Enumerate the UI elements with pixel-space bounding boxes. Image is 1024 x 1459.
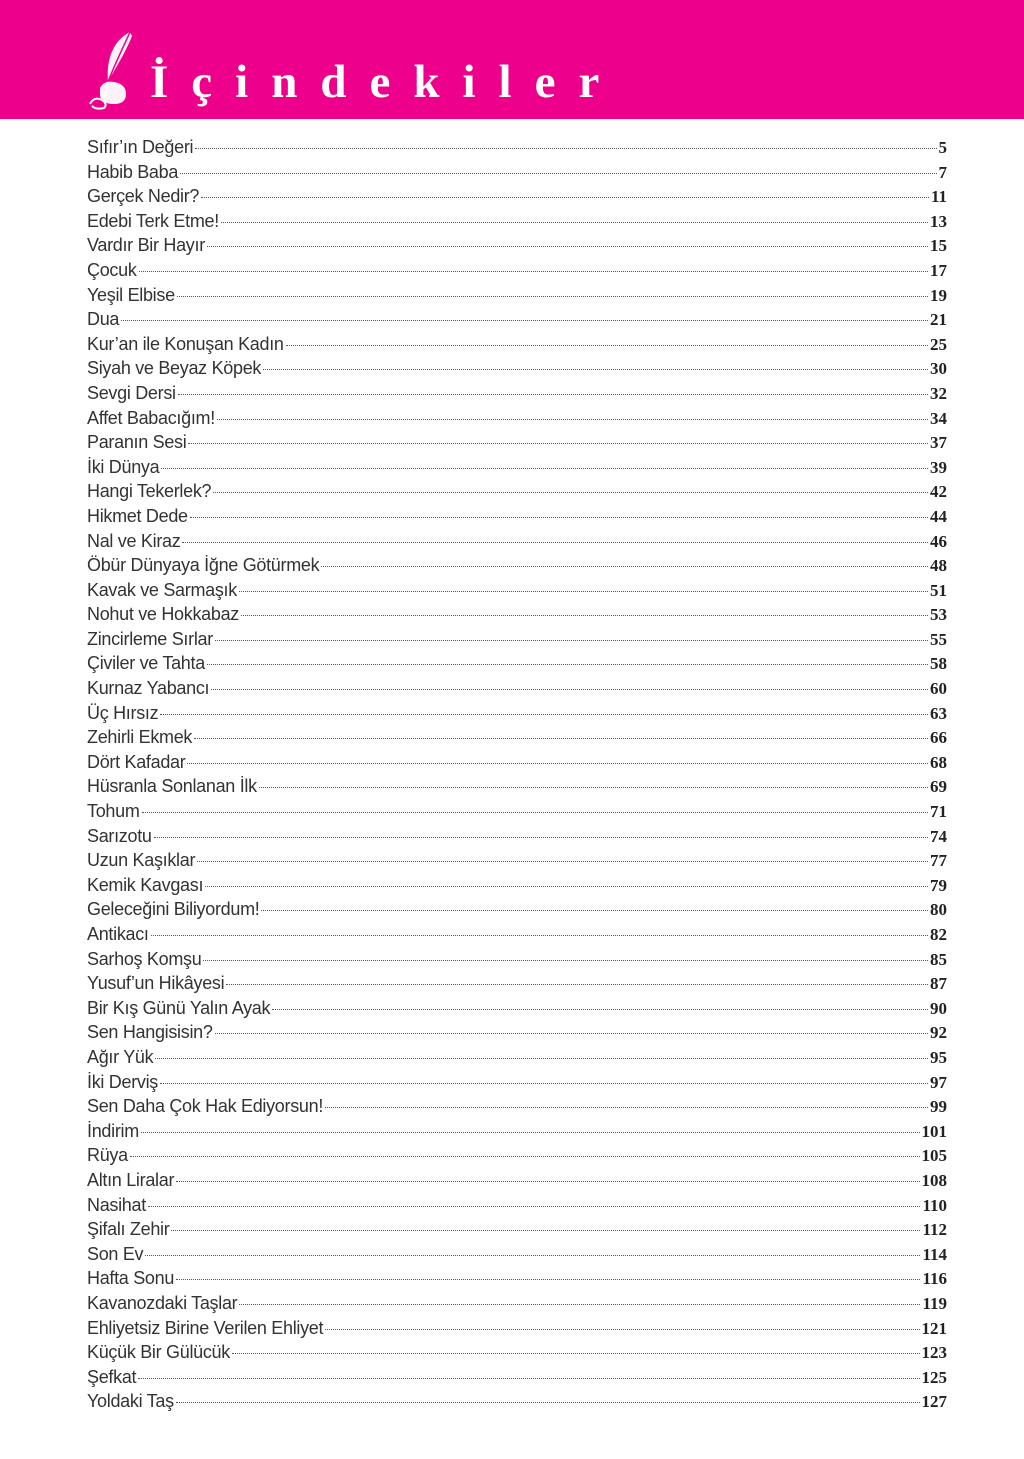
toc-entry-title: Sevgi Dersi [87, 382, 176, 403]
toc-entry-title: Kavak ve Sarmaşık [87, 579, 237, 600]
toc-entry-page-number: 97 [930, 1072, 947, 1092]
page-title: İçindekiler [150, 56, 623, 108]
toc-entry [87, 1244, 947, 1269]
toc-dot-leader [188, 443, 928, 444]
toc-entry-title: Kurnaz Yabancı [87, 678, 210, 699]
toc-dot-leader [207, 664, 928, 665]
toc-entry-title: Sarhoş Komşu [87, 948, 202, 969]
toc-dot-leader [141, 1132, 920, 1133]
toc-entry-page-number: 108 [921, 1170, 947, 1190]
toc-dot-leader [221, 222, 928, 223]
toc-entry-page-number: 53 [930, 605, 947, 625]
toc-entry-title: Sen Hangisisin? [87, 1022, 213, 1043]
toc-entry-title: Kavanozdaki Taşlar [87, 1292, 238, 1313]
toc-entry-page-number: 105 [921, 1146, 947, 1166]
toc-entry [87, 703, 947, 728]
toc-entry-title: Sıfır’ın Değeri [87, 137, 194, 157]
toc-entry-title: Zincirleme Sırlar [87, 628, 213, 649]
toc-dot-leader [239, 591, 928, 592]
toc-entry-title: Affet Babacığım! [87, 407, 215, 428]
toc-entry [87, 383, 947, 408]
toc-entry [87, 555, 947, 580]
toc-entry-title: İndirim [87, 1120, 139, 1141]
toc-dot-leader [161, 468, 928, 469]
toc-entry-title: Öbür Dünyaya İğne Götürmek [87, 555, 320, 576]
toc-entry-page-number: 112 [922, 1220, 947, 1240]
toc-entry-title: Tohum [87, 801, 140, 822]
toc-dot-leader [190, 517, 928, 518]
toc-entry [87, 1170, 947, 1195]
toc-entry-page-number: 51 [930, 580, 947, 600]
toc-entry-title: Çocuk [87, 259, 137, 280]
toc-entry [87, 432, 947, 457]
toc-entry-title: Nohut ve Hokkabaz [87, 604, 239, 625]
toc-entry-page-number: 90 [930, 998, 947, 1018]
toc-entry-title: Yoldaki Taş [87, 1391, 174, 1412]
toc-entry-title: Hafta Sonu [87, 1268, 175, 1289]
toc-dot-leader [142, 812, 928, 813]
toc-entry-page-number: 110 [922, 1195, 947, 1215]
toc-dot-leader [205, 886, 928, 887]
toc-dot-leader [151, 935, 928, 936]
toc-entry-title: İki Dünya [87, 456, 160, 477]
toc-entry [87, 1047, 947, 1072]
toc-dot-leader [178, 394, 928, 395]
toc-entry-title: Siyah ve Beyaz Köpek [87, 358, 262, 379]
toc-entry-title: Hikmet Dede [87, 505, 188, 526]
toc-entry-page-number: 30 [930, 359, 947, 379]
toc-entry-title: Sen Daha Çok Hak Ediyorsun! [87, 1096, 324, 1117]
toc-dot-leader [286, 345, 928, 346]
toc-entry-page-number: 17 [930, 260, 947, 280]
toc-dot-leader [148, 1206, 921, 1207]
toc-entry-title: Nal ve Kiraz [87, 530, 181, 551]
toc-entry-title: Yusuf’un Hikâyesi [87, 973, 225, 994]
toc-entry [87, 653, 947, 678]
toc-entry [87, 850, 947, 875]
toc-entry [87, 875, 947, 900]
toc-entry-page-number: 123 [921, 1343, 947, 1363]
toc-entry-title: Sarızotu [87, 825, 152, 846]
toc-entry-page-number: 101 [921, 1121, 947, 1141]
toc-entry-title: Dua [87, 309, 120, 330]
toc-dot-leader [145, 1255, 920, 1256]
toc-entry-title: Uzun Kaşıklar [87, 850, 196, 871]
toc-entry [87, 826, 947, 851]
toc-entry-title: Nasihat [87, 1194, 146, 1215]
toc-dot-leader [325, 1329, 919, 1330]
toc-entry [87, 580, 947, 605]
toc-entry-page-number: 58 [930, 654, 947, 674]
toc-entry-page-number: 7 [938, 162, 947, 182]
toc-entry-title: Habib Baba [87, 161, 179, 182]
toc-entry [87, 162, 947, 187]
toc-entry-page-number: 48 [930, 556, 947, 576]
toc-entry-page-number: 21 [930, 310, 947, 330]
toc-entry-page-number: 39 [930, 457, 947, 477]
toc-entry [87, 481, 947, 506]
toc-entry-page-number: 34 [930, 408, 947, 428]
toc-entry [87, 899, 947, 924]
toc-entry [87, 1096, 947, 1121]
toc-entry-page-number: 63 [930, 703, 947, 723]
toc-entry [87, 998, 947, 1023]
quill-pen-icon [84, 30, 144, 110]
toc-dot-leader [325, 1107, 928, 1108]
toc-entry-page-number: 46 [930, 531, 947, 551]
toc-dot-leader [176, 1402, 920, 1403]
toc-entry [87, 235, 947, 260]
toc-entry-page-number: 116 [922, 1269, 947, 1289]
toc-dot-leader [139, 271, 928, 272]
toc-dot-leader [176, 1181, 919, 1182]
toc-dot-leader [194, 738, 928, 739]
toc-entry [87, 186, 947, 211]
toc-entry [87, 776, 947, 801]
toc-entry-page-number: 79 [930, 875, 947, 895]
toc-entry-page-number: 13 [930, 211, 947, 231]
toc-dot-leader [201, 197, 929, 198]
toc-dot-leader [176, 1279, 920, 1280]
toc-entry-title: Antikacı [87, 924, 149, 944]
toc-entry-page-number: 85 [930, 949, 947, 969]
toc-entry [87, 1195, 947, 1220]
toc-entry-title: Gerçek Nedir? [87, 186, 200, 207]
toc-entry-page-number: 82 [930, 925, 947, 944]
table-of-contents [87, 137, 947, 1416]
toc-entry-page-number: 119 [922, 1293, 947, 1313]
toc-entry-title: Altın Liralar [87, 1169, 175, 1190]
toc-dot-leader [207, 246, 928, 247]
toc-entry-page-number: 80 [930, 900, 947, 920]
toc-entry [87, 949, 947, 974]
toc-entry-title: Geleceğini Biliyordum! [87, 899, 260, 920]
toc-entry [87, 358, 947, 383]
toc-dot-leader [121, 320, 928, 321]
toc-entry-title: Yeşil Elbise [87, 284, 175, 305]
toc-entry-page-number: 37 [930, 433, 947, 453]
toc-entry [87, 531, 947, 556]
toc-dot-leader [259, 787, 928, 788]
toc-entry [87, 727, 947, 752]
toc-entry-page-number: 71 [930, 802, 947, 822]
toc-entry [87, 1342, 947, 1367]
toc-entry [87, 334, 947, 359]
toc-entry-title: Hüsranla Sonlanan İlk [87, 776, 257, 797]
toc-entry-page-number: 125 [921, 1367, 947, 1387]
toc-dot-leader [215, 1033, 928, 1034]
toc-entry-page-number: 55 [930, 629, 947, 649]
toc-entry [87, 924, 947, 949]
toc-dot-leader [187, 763, 928, 764]
toc-entry-page-number: 77 [930, 851, 947, 871]
toc-entry [87, 604, 947, 629]
toc-entry-page-number: 66 [930, 728, 947, 748]
toc-entry-page-number: 114 [922, 1244, 947, 1264]
toc-entry-title: Kemik Kavgası [87, 874, 204, 895]
toc-dot-leader [182, 542, 928, 543]
toc-entry-page-number: 19 [930, 285, 947, 305]
toc-entry-title: Bir Kış Günü Yalın Ayak [87, 997, 271, 1018]
toc-dot-leader [195, 148, 936, 149]
toc-dot-leader [203, 960, 928, 961]
toc-dot-leader [232, 1353, 920, 1354]
toc-entry-page-number: 95 [930, 1047, 947, 1067]
toc-entry-title: Edebi Terk Etme! [87, 210, 219, 231]
toc-entry-title: Vardır Bir Hayır [87, 235, 205, 256]
toc-entry-page-number: 121 [921, 1318, 947, 1338]
toc-entry-page-number: 127 [921, 1392, 947, 1412]
toc-entry [87, 629, 947, 654]
toc-entry [87, 1145, 947, 1170]
toc-entry-page-number: 15 [930, 236, 947, 256]
toc-entry-page-number: 68 [930, 752, 947, 772]
toc-entry [87, 678, 947, 703]
toc-entry-page-number: 69 [930, 777, 947, 797]
toc-dot-leader [160, 1083, 928, 1084]
toc-entry [87, 1022, 947, 1047]
toc-dot-leader [241, 615, 928, 616]
toc-dot-leader [180, 173, 936, 174]
toc-entry-page-number: 42 [930, 482, 947, 502]
toc-entry-page-number: 44 [930, 506, 947, 526]
toc-entry [87, 506, 947, 531]
toc-entry [87, 1072, 947, 1097]
toc-entry [87, 285, 947, 310]
toc-dot-leader [321, 566, 928, 567]
toc-entry-title: Ehliyetsiz Birine Verilen Ehliyet [87, 1317, 324, 1338]
toc-entry [87, 752, 947, 777]
toc-entry [87, 260, 947, 285]
toc-dot-leader [239, 1304, 920, 1305]
toc-dot-leader [226, 984, 928, 985]
toc-entry [87, 801, 947, 826]
toc-entry-title: Şefkat [87, 1366, 137, 1387]
toc-entry-page-number: 11 [930, 187, 947, 207]
toc-dot-leader [215, 640, 928, 641]
toc-entry [87, 1293, 947, 1318]
toc-entry [87, 1367, 947, 1392]
toc-entry-page-number: 87 [930, 974, 947, 994]
toc-entry [87, 408, 947, 433]
toc-entry-title: Paranın Sesi [87, 432, 187, 453]
toc-entry [87, 1121, 947, 1146]
toc-dot-leader [213, 492, 928, 493]
toc-entry [87, 1391, 947, 1416]
toc-entry-page-number: 32 [930, 383, 947, 403]
toc-entry-page-number: 99 [930, 1097, 947, 1117]
toc-dot-leader [130, 1156, 920, 1157]
toc-entry [87, 457, 947, 482]
toc-entry [87, 1219, 947, 1244]
toc-entry-title: Zehirli Ekmek [87, 727, 193, 748]
toc-dot-leader [138, 1378, 919, 1379]
toc-dot-leader [261, 910, 928, 911]
toc-dot-leader [160, 714, 928, 715]
toc-dot-leader [263, 369, 928, 370]
toc-entry-title: Küçük Bir Gülücük [87, 1342, 230, 1363]
toc-entry-title: Hangi Tekerlek? [87, 481, 212, 502]
toc-entry-title: Üç Hırsız [87, 702, 159, 723]
toc-entry-title: Kur’an ile Konuşan Kadın [87, 333, 284, 354]
toc-entry-page-number: 5 [938, 138, 947, 157]
toc-entry [87, 211, 947, 236]
toc-dot-leader [211, 689, 928, 690]
header-banner [0, 0, 1024, 119]
toc-entry-page-number: 92 [930, 1023, 947, 1043]
toc-dot-leader [272, 1009, 928, 1010]
toc-dot-leader [217, 419, 928, 420]
toc-dot-leader [155, 1058, 928, 1059]
toc-dot-leader [171, 1230, 920, 1231]
toc-entry-page-number: 25 [930, 334, 947, 354]
toc-entry [87, 137, 947, 162]
toc-entry-title: Rüya [87, 1145, 128, 1166]
toc-entry-page-number: 60 [930, 679, 947, 699]
toc-entry-title: Çiviler ve Tahta [87, 653, 205, 674]
toc-entry-page-number: 74 [930, 826, 947, 846]
toc-entry-title: Son Ev [87, 1243, 144, 1264]
toc-dot-leader [197, 861, 928, 862]
toc-dot-leader [177, 296, 928, 297]
toc-entry-title: Dört Kafadar [87, 751, 186, 772]
toc-entry [87, 973, 947, 998]
toc-entry-title: Şifalı Zehir [87, 1219, 170, 1240]
toc-entry-title: Ağır Yük [87, 1046, 154, 1067]
toc-entry [87, 1268, 947, 1293]
toc-entry [87, 309, 947, 334]
toc-entry [87, 1318, 947, 1343]
toc-entry-title: İki Derviş [87, 1071, 159, 1092]
toc-dot-leader [154, 837, 928, 838]
